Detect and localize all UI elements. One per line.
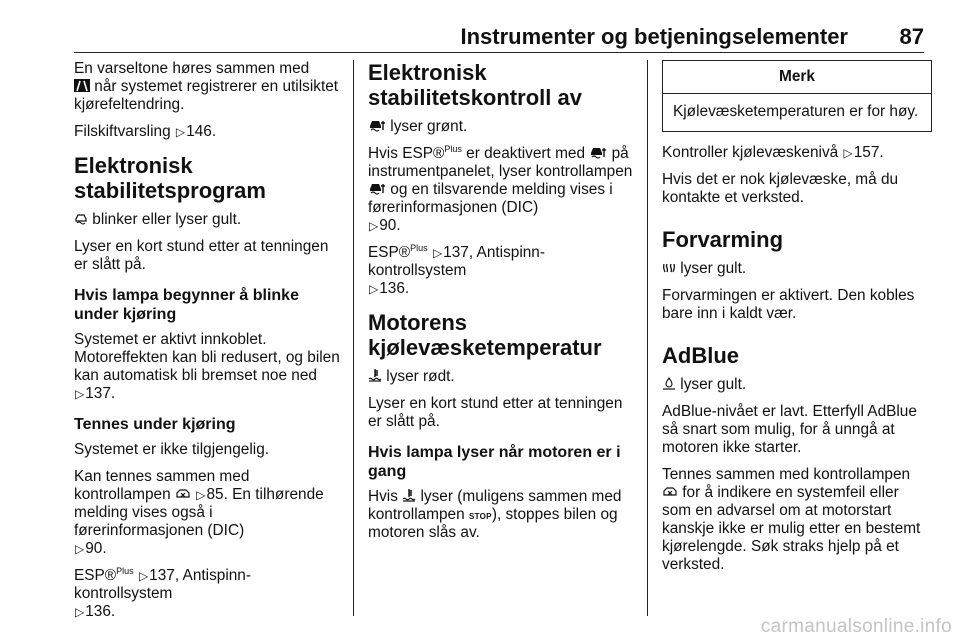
paragraph-lane-warning: En varseltone høres sammen med når systemet registrerer en utilsiktet kjørefeltendring.: [74, 60, 339, 113]
page-reference-arrow-icon: ▷: [75, 605, 85, 619]
esp-status-line: blinker eller lyser gult.: [74, 211, 344, 229]
adblue-paragraph-2: Tennes sammen med kontrollampen for å indikere en systemfeil eller som en advarsel om at motorstart kanskje ikke er mulig etter en bestemt kjørelengde. Søk straks hjelp på et verksted.: [662, 466, 921, 573]
stop-icon: STOP: [468, 512, 492, 521]
esc-status-line: lyser grønt.: [368, 118, 638, 136]
preheat-paragraph: Forvarmingen er aktivert. Den kobles bare inn i kaldt vær.: [662, 287, 915, 322]
column-2: [368, 60, 638, 551]
page-reference-arrow-icon: ▷: [432, 246, 443, 260]
page-reference-arrow-icon: ▷: [369, 282, 379, 296]
heading-adblue: AdBlue: [662, 343, 739, 368]
adblue-icon: [662, 377, 676, 390]
esp-skid-icon: [74, 213, 88, 225]
esp-off-icon: [368, 119, 386, 132]
page-number: 87: [899, 24, 924, 49]
heading-preheating: Forvarming: [662, 227, 784, 252]
esc-paragraph: Hvis ESP®$^{Plus}$ er deaktivert med på instrumentpanelet, lyser kontrollampen og en tilsvarende melding vises i førerinformasjonen (DIC) ▷90.: [368, 143, 633, 234]
lane-departure-icon: [74, 79, 90, 92]
column-divider-2: [647, 60, 648, 616]
paragraph-lane-ref: Filskiftvarsling ▷146.: [74, 123, 217, 140]
note-box: [662, 60, 932, 132]
column-3: [662, 60, 932, 583]
blinking-paragraph: Systemet er aktivt innkoblet. Motoreffekten kan bli redusert, og bilen kan automatisk bli bremset noe ned ▷137.: [74, 331, 340, 402]
lit-paragraph-1: Systemet er ikke tilgjengelig.: [74, 441, 270, 458]
page-reference-arrow-icon: ▷: [75, 387, 85, 401]
coolant-status-line: lyser rødt.: [368, 368, 638, 386]
header-rule: [74, 52, 924, 53]
esp-plus-reference: ESP®$^{Plus}$ ▷137, Antispinn-kontrollsystem ▷136.: [74, 565, 251, 620]
note-body: Kjølevæsketemperaturen er for høy.: [673, 103, 919, 120]
page-reference-arrow-icon: ▷: [138, 569, 149, 583]
heading-lit-engine-running: Hvis lampa lyser når motoren er i gang: [368, 444, 621, 480]
heading-lit-while-driving: Tennes under kjøring: [74, 416, 236, 433]
heading-coolant: Motorens kjølevæsketemperatur: [368, 310, 602, 360]
heading-esc-off: Elektronisk stabilitetskontroll av: [368, 60, 582, 110]
esp-off-icon: [368, 182, 386, 195]
page-reference-arrow-icon: ▷: [843, 146, 853, 160]
check-coolant-paragraph: Kontroller kjølevæskenivå ▷157.: [662, 144, 884, 161]
heading-esp: Elektronisk stabilitetsprogram: [74, 153, 266, 203]
lit-paragraph-2: Kan tennes sammen med kontrollampen ▷85. En tilhørende melding vises også i førerinformasjonen (DIC) ▷90.: [74, 468, 324, 557]
page-reference-arrow-icon: ▷: [369, 219, 379, 233]
page-header: [0, 0, 960, 56]
esp-plus-reference: ESP®$^{Plus}$ ▷137, Antispinn-kontrollsystem ▷136.: [368, 242, 545, 297]
engine-running-paragraph: Hvis lyser (muligens sammen med kontrollampen STOP), stoppes bilen og motoren slås av.: [368, 488, 622, 541]
page-reference-arrow-icon: ▷: [175, 125, 186, 139]
glow-plug-icon: [662, 262, 676, 274]
esp-off-icon: [589, 146, 607, 159]
watermark: carmanualsonline.info: [760, 616, 952, 637]
page-reference-arrow-icon: ▷: [75, 542, 85, 556]
column-1: [74, 60, 344, 630]
preheat-status-line: lyser gult.: [662, 260, 932, 278]
page-reference-arrow-icon: ▷: [196, 488, 206, 502]
coolant-temperature-icon: [402, 488, 416, 502]
esp-paragraph: Lyser en kort stund etter at tenningen er slått på.: [74, 238, 329, 273]
service-vehicle-icon: [662, 486, 678, 498]
note-title: Merk: [663, 61, 931, 94]
coolant-temperature-icon: [368, 368, 382, 382]
workshop-paragraph: Hvis det er nok kjølevæske, må du kontakte et verksted.: [662, 171, 899, 206]
adblue-status-line: lyser gult.: [662, 376, 932, 394]
service-vehicle-icon: [175, 488, 191, 500]
coolant-paragraph: Lyser en kort stund etter at tenningen er slått på.: [368, 395, 623, 430]
chapter-title: Instrumenter og betjeningselementer: [460, 24, 848, 49]
heading-blinking: Hvis lampa begynner å blinke under kjøring: [74, 287, 299, 323]
column-divider-1: [353, 60, 354, 616]
adblue-paragraph-1: AdBlue-nivået er lavt. Etterfyll AdBlue så snart som mulig, for å unngå at motoren ikke starter.: [662, 403, 917, 456]
